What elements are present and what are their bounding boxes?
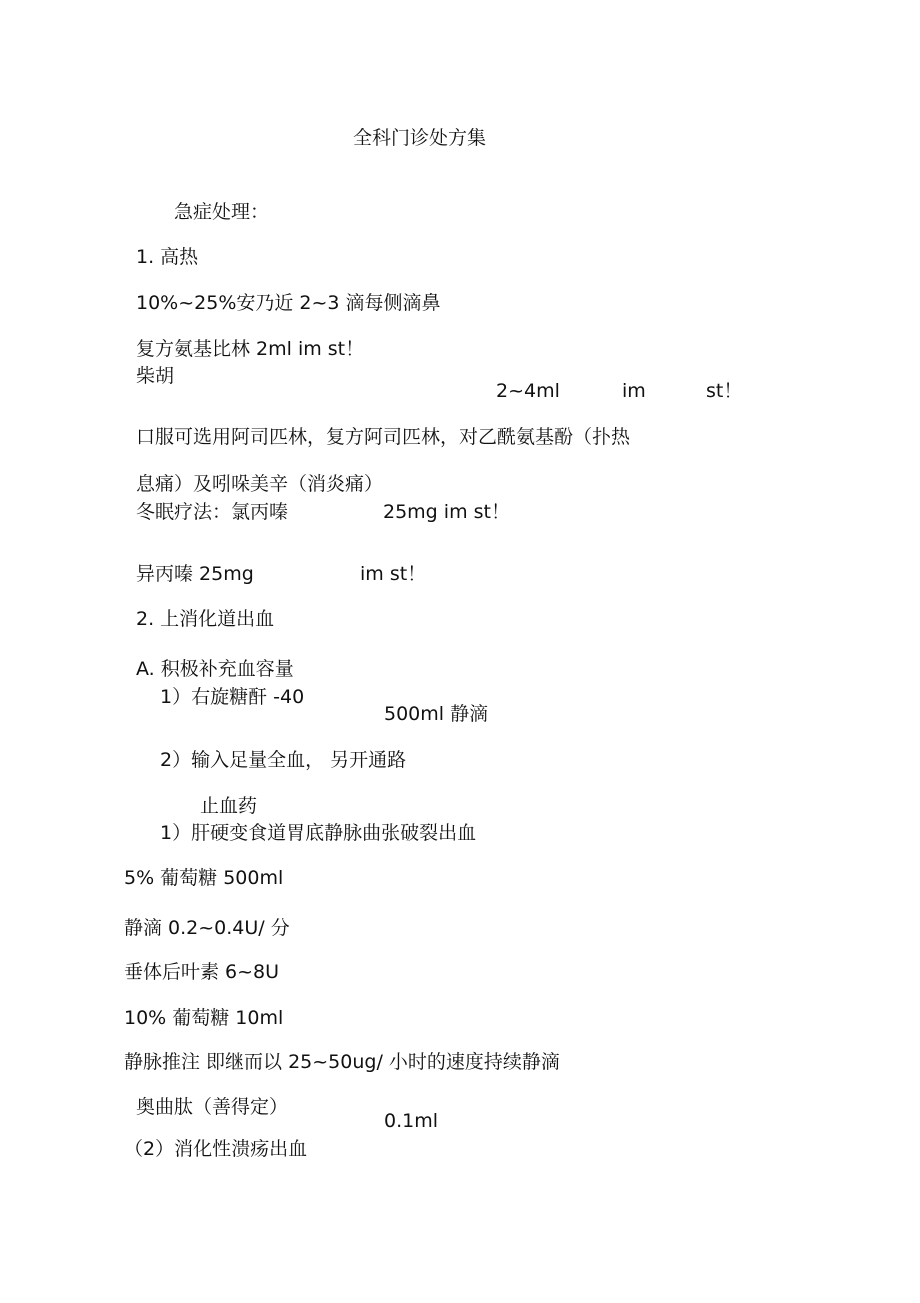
text-line: 口服可选用阿司匹林，复方阿司匹林，对乙酰氨基酚（扑热 — [136, 426, 631, 448]
text-line: 奥曲肽（善得定） — [136, 1096, 289, 1118]
drug-route: im — [622, 380, 646, 402]
text-line: 5% 葡萄糖 500ml — [124, 867, 284, 889]
drug-dose: 500ml 静滴 — [384, 703, 489, 725]
drug-frequency: st！ — [706, 380, 743, 402]
text-line: 2）输入足量全血， 另开通路 — [160, 749, 407, 771]
drug-dose: 0.1ml — [384, 1110, 439, 1132]
text-line: 10% 葡萄糖 10ml — [124, 1007, 284, 1029]
text-line: 复方氨基比林 2ml im st！ — [136, 338, 365, 360]
item-heading: 2. 上消化道出血 — [136, 608, 275, 630]
text-line: 1）右旋糖酐 -40 — [160, 686, 305, 708]
text-line: 冬眠疗法：氯丙嗪 — [136, 501, 289, 523]
text-line: 1）肝硬变食道胃底静脉曲张破裂出血 — [160, 822, 477, 844]
text-line: 异丙嗪 25mg — [136, 563, 254, 585]
item-heading: 1. 高热 — [136, 246, 199, 268]
drug-dose: 25mg im st！ — [383, 501, 510, 523]
document-title: 全科门诊处方集 — [353, 127, 487, 149]
section-heading: 急症处理： — [174, 201, 270, 223]
text-line: 静脉推注 即继而以 25~50ug/ 小时的速度持续静滴 — [124, 1051, 560, 1073]
drug-name: 柴胡 — [136, 365, 175, 387]
sub-heading: A. 积极补充血容量 — [136, 658, 294, 680]
drug-dose: 2~4ml — [496, 380, 560, 402]
drug-dose: im st！ — [360, 563, 427, 585]
text-line: （2）消化性溃疡出血 — [124, 1138, 308, 1160]
text-line: 垂体后叶素 6~8U — [124, 961, 280, 983]
text-line: 静滴 0.2~0.4U/ 分 — [124, 917, 290, 939]
sub-heading: 止血药 — [200, 795, 258, 817]
text-line: 10%~25%安乃近 2~3 滴每侧滴鼻 — [136, 292, 441, 314]
text-line: 息痛）及吲哚美辛（消炎痛） — [136, 473, 384, 495]
